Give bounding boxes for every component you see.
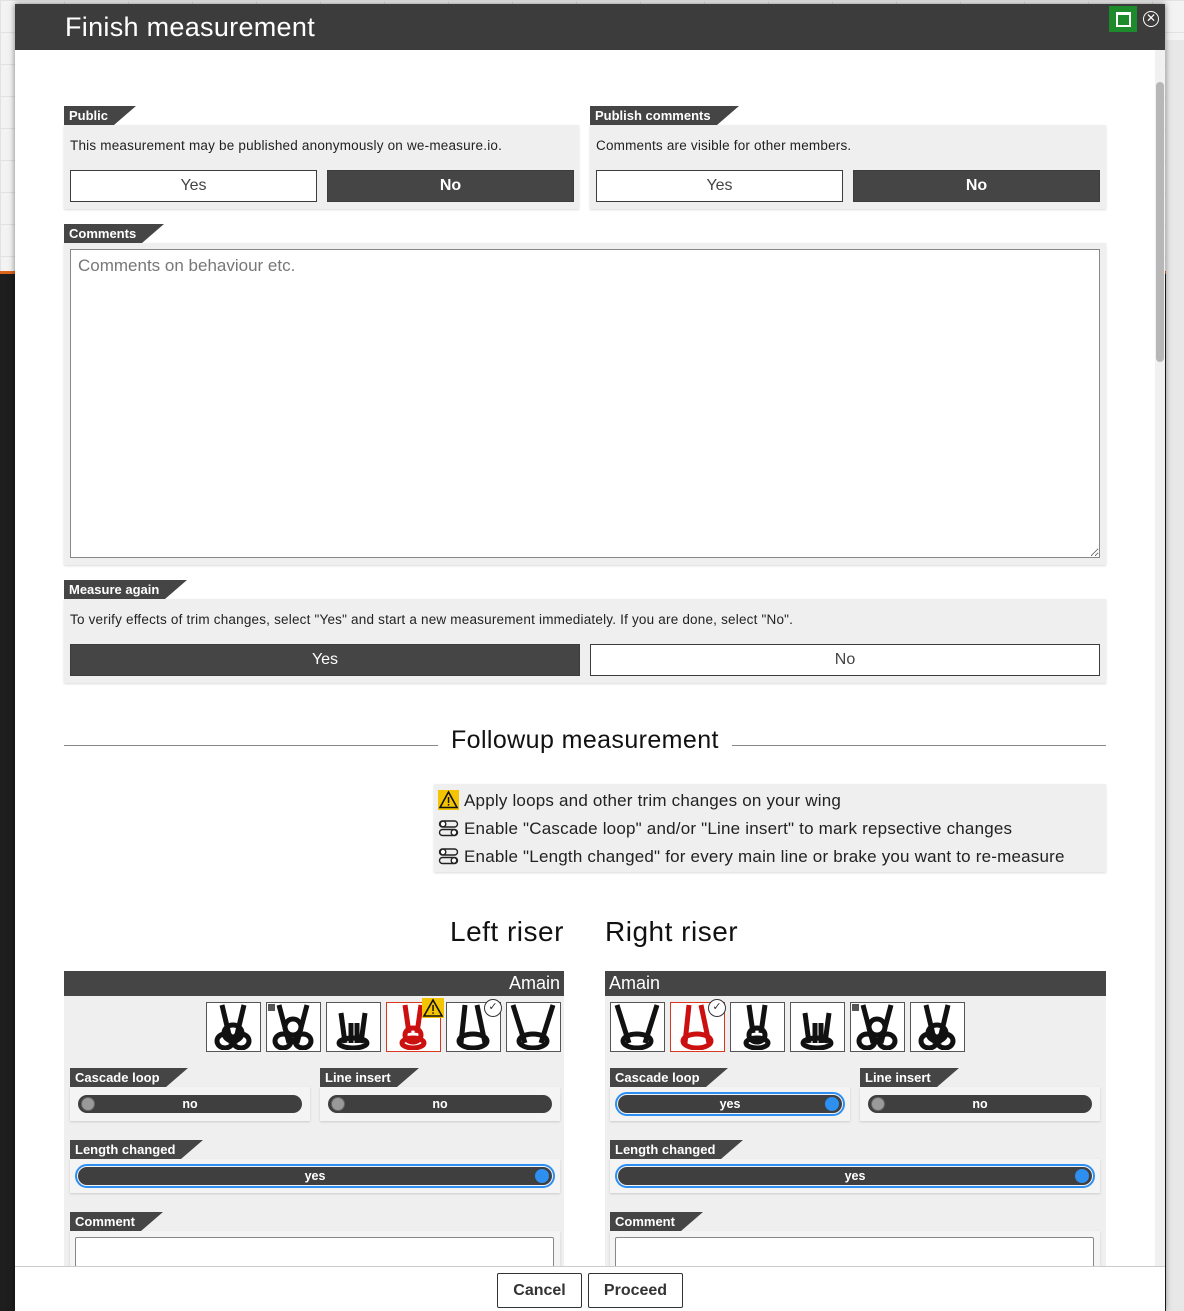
right-cascade-loop-panel [610, 1087, 850, 1121]
comments-textarea[interactable] [70, 249, 1100, 558]
right-riser-title: Right riser [605, 916, 739, 947]
left-line-insert-toggle[interactable] [328, 1095, 552, 1113]
comments-tag-label: Comments [64, 224, 142, 243]
left-length-changed-tag [70, 1140, 181, 1159]
left-comment-label: Comment [70, 1212, 141, 1231]
toggle-value: yes [304, 1169, 326, 1183]
toggle-value: yes [719, 1097, 741, 1111]
left-cascade-loop-label: Cascade loop [70, 1068, 166, 1087]
right-comment-panel [610, 1231, 1100, 1266]
tag-tail [114, 106, 136, 125]
publish-comments-yes-button[interactable]: Yes [596, 170, 843, 202]
publish-comments-panel [590, 125, 1106, 209]
tag-tail [165, 580, 187, 599]
tag-tail [706, 1068, 728, 1087]
riser-loop-image [327, 1003, 379, 1050]
instruction-text: Enable "Cascade loop" and/or "Line insert" to mark repsective changes [464, 819, 1013, 838]
finish-measurement-dialog [15, 4, 1165, 1311]
followup-instructions [434, 784, 1106, 872]
right-cascade-loop-label: Cascade loop [610, 1068, 706, 1087]
dialog-titlebar [15, 4, 1165, 50]
background-scroll-area [1166, 40, 1184, 1311]
left-comment-tag [70, 1212, 141, 1231]
left-riser-panel [64, 971, 564, 1266]
public-tag [64, 106, 114, 125]
right-cascade-loop-toggle[interactable] [618, 1095, 842, 1113]
tag-tail [166, 1068, 188, 1087]
right-line-insert-label: Line insert [860, 1068, 937, 1087]
measure-again-tag-label: Measure again [64, 580, 165, 599]
measure-again-panel [64, 599, 1106, 683]
toggle-value: yes [844, 1169, 866, 1183]
left-cascade-loop-toggle[interactable] [78, 1095, 302, 1113]
toggle-value: no [972, 1097, 988, 1111]
public-tag-label: Public [64, 106, 114, 125]
loop-option-thumbnail[interactable] [910, 1002, 965, 1052]
loop-option-thumbnail[interactable] [790, 1002, 845, 1052]
left-length-changed-toggle[interactable] [78, 1167, 552, 1185]
riser-loop-image [911, 1003, 963, 1050]
right-line-insert-toggle[interactable] [868, 1095, 1092, 1113]
right-comment-label: Comment [610, 1212, 681, 1231]
loop-option-thumbnail[interactable] [326, 1002, 381, 1052]
toggle-knob [871, 1097, 885, 1111]
tag-tail [937, 1068, 959, 1087]
warning-icon [422, 998, 444, 1018]
left-riser-line-name: Amain [64, 971, 564, 996]
loop-option-thumbnail[interactable] [730, 1002, 785, 1052]
comments-tag [64, 224, 142, 243]
dialog-scrollbar[interactable] [1155, 50, 1165, 1311]
measure-again-description: To verify effects of trim changes, select "Yes" and start a new measurement immediately. If you are done, select "No". [70, 612, 794, 627]
loop-option-thumbnail[interactable] [610, 1002, 665, 1052]
toggle-knob [81, 1097, 95, 1111]
scrollbar-thumb[interactable] [1156, 82, 1164, 362]
comments-panel [64, 243, 1106, 565]
right-length-changed-tag [610, 1140, 721, 1159]
instruction-text: Enable "Length changed" for every main line or brake you want to re-measure [464, 847, 1065, 866]
right-length-changed-panel [610, 1159, 1100, 1193]
right-riser-panel [605, 971, 1106, 1266]
check-icon: ✓ [708, 999, 726, 1017]
right-length-changed-label: Length changed [610, 1140, 721, 1159]
close-button[interactable] [1137, 6, 1165, 32]
left-line-insert-panel [320, 1087, 560, 1121]
followup-divider-right [732, 745, 1106, 746]
left-comment-input[interactable] [75, 1237, 554, 1266]
measure-again-tag [64, 580, 165, 599]
instruction-item [438, 818, 1012, 840]
tag-tail [681, 1212, 703, 1231]
tag-tail [181, 1140, 203, 1159]
toggle-knob [535, 1169, 549, 1183]
left-cascade-loop-tag [70, 1068, 166, 1087]
toggle-knob [1075, 1169, 1089, 1183]
right-riser-line-name: Amain [605, 971, 1106, 996]
public-no-button[interactable]: No [327, 170, 574, 202]
tag-tail [397, 1068, 419, 1087]
measure-again-no-button[interactable]: No [590, 644, 1100, 676]
right-comment-input[interactable] [615, 1237, 1094, 1266]
toggle-knob [825, 1097, 839, 1111]
maximize-button[interactable] [1109, 6, 1137, 32]
warning-icon [438, 790, 459, 810]
dialog-content [15, 50, 1155, 1266]
publish-comments-tag [590, 106, 717, 125]
instruction-item [438, 790, 841, 812]
followup-divider-left [64, 745, 438, 746]
cancel-button[interactable]: Cancel [497, 1273, 582, 1308]
public-yes-button[interactable]: Yes [70, 170, 317, 202]
toggle-value: no [432, 1097, 448, 1111]
right-comment-tag [610, 1212, 681, 1231]
riser-loop-image [611, 1003, 663, 1050]
right-cascade-loop-tag [610, 1068, 706, 1087]
instruction-item [438, 846, 1065, 868]
dialog-title: Finish measurement [65, 12, 315, 42]
tag-tail [141, 1212, 163, 1231]
toggle-knob [331, 1097, 345, 1111]
left-comment-panel [70, 1231, 560, 1266]
toggle-value: no [182, 1097, 198, 1111]
modified-indicator [851, 1003, 860, 1012]
right-length-changed-toggle[interactable] [618, 1167, 1092, 1185]
toggle-settings-icon [438, 818, 459, 838]
loop-option-thumbnail[interactable] [506, 1002, 561, 1052]
left-riser-title: Left riser [450, 916, 564, 947]
measure-again-yes-button[interactable]: Yes [70, 644, 580, 676]
check-icon: ✓ [484, 999, 502, 1017]
tag-tail [717, 106, 739, 125]
riser-loop-image [207, 1003, 259, 1050]
left-line-insert-tag [320, 1068, 397, 1087]
publish-comments-tag-label: Publish comments [590, 106, 717, 125]
left-line-insert-label: Line insert [320, 1068, 397, 1087]
toggle-settings-icon [438, 846, 459, 866]
close-icon: ✕ [1143, 11, 1159, 27]
right-line-insert-tag [860, 1068, 937, 1087]
publish-comments-no-button[interactable]: No [853, 170, 1100, 202]
instruction-text: Apply loops and other trim changes on your wing [464, 791, 841, 810]
right-line-insert-panel [860, 1087, 1100, 1121]
maximize-icon [1116, 12, 1131, 27]
proceed-button[interactable]: Proceed [588, 1273, 683, 1308]
loop-option-thumbnail[interactable] [206, 1002, 261, 1052]
tag-tail [142, 224, 164, 243]
riser-loop-image [507, 1003, 559, 1050]
modified-indicator [267, 1003, 276, 1012]
left-cascade-loop-panel [70, 1087, 310, 1121]
dialog-footer [15, 1266, 1165, 1311]
public-panel [64, 125, 579, 209]
riser-loop-image [791, 1003, 843, 1050]
publish-comments-description: Comments are visible for other members. [596, 138, 852, 153]
public-description: This measurement may be published anonymously on we-measure.io. [70, 138, 503, 153]
riser-loop-image [731, 1003, 783, 1050]
followup-heading: Followup measurement [451, 726, 719, 754]
left-length-changed-label: Length changed [70, 1140, 181, 1159]
tag-tail [721, 1140, 743, 1159]
left-length-changed-panel [70, 1159, 560, 1193]
